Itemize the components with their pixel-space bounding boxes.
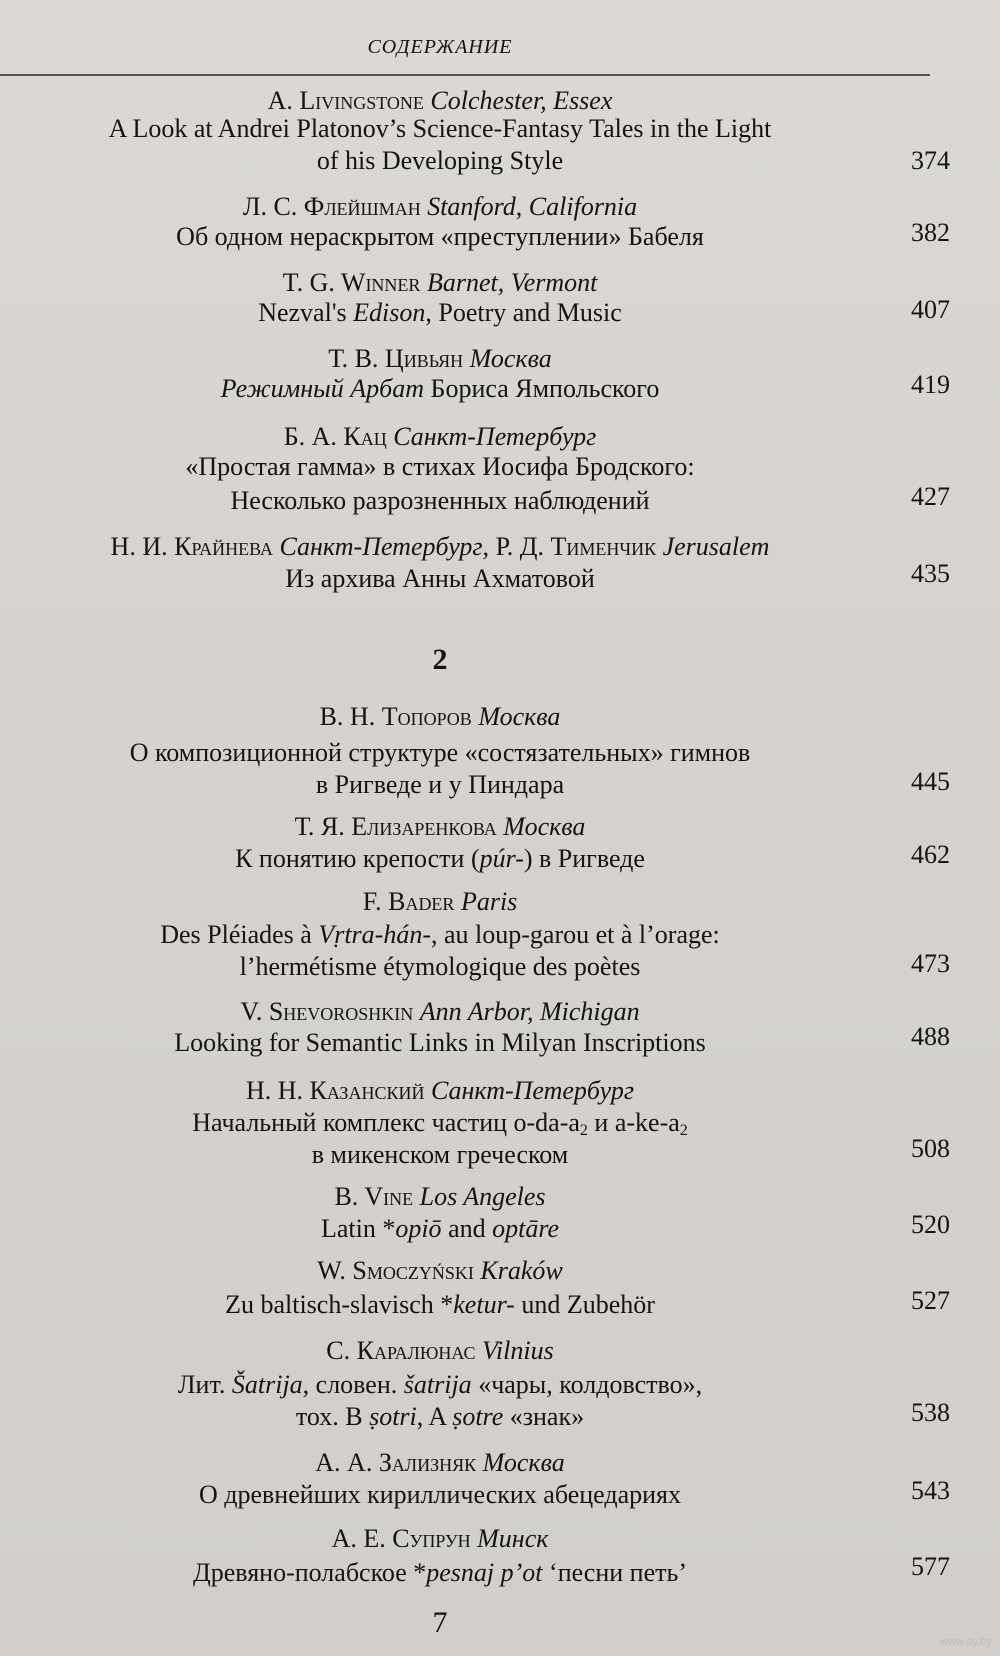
entry-page-number: 462 (911, 840, 950, 869)
entry-title: тох. B ṣotri, A ṣotre «знак» (295, 1402, 585, 1431)
entry-page-number: 577 (911, 1552, 950, 1581)
entry-author: F. Bader Paris (362, 887, 518, 916)
entry-author: Б. А. Кац Санкт-Петербург (283, 422, 597, 451)
entry-title: Об одном нераскрытом «преступлении» Бабеля (176, 222, 704, 251)
entry-author: Т. В. Цивьян Москва (328, 344, 552, 373)
entry-page-number: 488 (911, 1022, 950, 1051)
entry-title: О композиционной структуре «состязательных» гимнов (129, 738, 751, 767)
entry-page-number: 435 (911, 559, 950, 588)
entry-title: Latin *opiō and optāre (320, 1214, 560, 1243)
entry-author: W. Smoczyński Kraków (317, 1256, 563, 1285)
entry-author: B. Vine Los Angeles (334, 1182, 546, 1211)
entry-title: Des Pléiades à Vṛtra-hán-, au loup-garou et à l’orage: (160, 920, 720, 949)
entry-title: l’hermétisme étymologique des poètes (239, 952, 641, 981)
entry-page-number: 374 (911, 146, 950, 175)
entry-author: Н. И. Крайнева Санкт-Петербург, Р. Д. Тименчик Jerusalem (110, 532, 770, 561)
entry-title: of his Developing Style (316, 146, 564, 175)
entry-page-number: 543 (911, 1476, 950, 1505)
header-rule (0, 74, 930, 76)
entry-author: А. Е. Супрун Минск (331, 1524, 549, 1553)
entry-title: Лит. Šatrija, словен. šatrija «чары, колдовство», (177, 1370, 703, 1399)
entry-title: в микенском греческом (311, 1140, 569, 1169)
entry-author: А. А. Зализняк Москва (315, 1448, 565, 1477)
entry-page-number: 473 (911, 949, 950, 978)
page-number: 7 (432, 1606, 448, 1639)
entry-title: A Look at Andrei Platonov’s Science-Fantasy Tales in the Light (108, 114, 772, 143)
entry-page-number: 419 (911, 370, 950, 399)
watermark: www.ay.by (940, 1636, 992, 1648)
entry-title: «Простая гамма» в стихах Иосифа Бродского: (185, 452, 695, 481)
entry-author: С. Каралюнас Vilnius (326, 1336, 554, 1365)
entry-page-number: 382 (911, 218, 950, 247)
entry-title: Из архива Анны Ахматовой (285, 564, 595, 593)
entry-title: Начальный комплекс частиц $o-da-a_2$ и $a-ke-a_2$ (192, 1108, 688, 1139)
entry-page-number: 508 (911, 1134, 950, 1163)
entry-author: Н. Н. Казанский Санкт-Петербург (245, 1076, 635, 1105)
entry-title: Несколько разрозненных наблюдений (230, 486, 650, 515)
entry-title: Режимный Арбат Бориса Ямпольского (220, 374, 660, 403)
entry-title: Nezval's Edison, Poetry and Music (258, 298, 622, 327)
entry-author: V. Shevoroshkin Ann Arbor, Michigan (240, 997, 640, 1026)
entry-title: Looking for Semantic Links in Milyan Inscriptions (174, 1028, 706, 1057)
entry-title: Древяно-полабское *pesnaj p’ot ‘песни петь’ (193, 1558, 687, 1587)
entry-page-number: 527 (911, 1286, 950, 1315)
entry-author: В. Н. Топоров Москва (319, 702, 561, 731)
entry-page-number: 538 (911, 1398, 950, 1427)
entry-title: О древнейших кириллических абецедариях (198, 1480, 681, 1509)
entry-page-number: 427 (911, 482, 950, 511)
entry-author: T. G. Winner Barnet, Vermont (282, 268, 598, 297)
entry-author: Л. С. Флейшман Stanford, California (242, 192, 638, 221)
section-number: 2 (432, 643, 448, 676)
entry-title: Zu baltisch-slavisch *ketur- und Zubehör (225, 1290, 655, 1319)
entry-page-number: 520 (911, 1210, 950, 1239)
page-header: СОДЕРЖАНИЕ (367, 36, 513, 58)
entry-page-number: 445 (911, 767, 950, 796)
entry-title: К понятию крепости (púr-) в Ригведе (235, 844, 645, 873)
entry-author: Т. Я. Елизаренкова Москва (294, 812, 586, 841)
entry-page-number: 407 (911, 295, 950, 324)
entry-author: A. Livingstone Colchester, Essex (267, 86, 613, 115)
entry-title: в Ригведе и у Пиндара (315, 770, 565, 799)
